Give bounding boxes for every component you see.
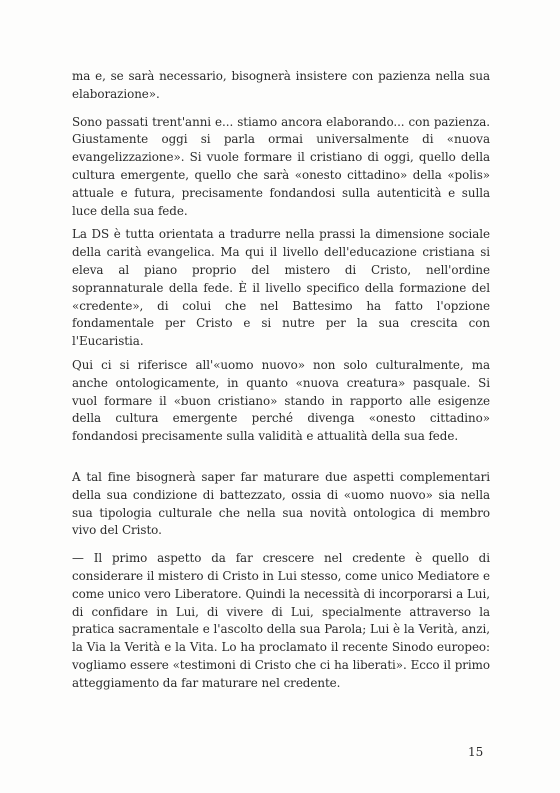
paragraph-new-evangelization: Sono passati trent'anni e... stiamo ancora elaborando... con pazienza. Giustamente oggi si parla ormai universalmente di «nuova evangelizzazione». Si vuole formare il cristiano di oggi, quello della cultura emergente, quello che sarà «onesto cittadino» della «polis» attuale e futura, precisamente fondandosi sulla autenticità e sulla luce della sua fede. [72, 114, 490, 218]
paragraph-first-aspect: — Il primo aspetto da far crescere nel credente è quello di considerare il mistero di Cristo in Lui stesso, come unico Mediatore e come unico vero Liberatore. Quindi la necessità di incorporarsi a Lui, di confidare in Lui, di vivere di Lui, specialmente attraverso la pratica sacramentale e l'ascolto della sua Parola; Lui è la Verità, anzi, la Via la Verità e la Vita. Lo ha proclamato il recente Sinodo europeo: vogliamo essere «testimoni di Cristo che ci ha liberati». Ecco il primo atteggiamento da far maturare nel credente. [72, 551, 490, 690]
paragraph-new-man: Qui ci si riferisce all'«uomo nuovo» non solo culturalmente, ma anche ontologicamente, in quanto «nuova creatura» pasquale. Si vuol formare il «buon cristiano» stando in rapporto alle esigenze della cultura emergente perché divenga «onesto cittadino» fondandosi precisamente sulla validità e attualità della sua fede. [72, 357, 490, 444]
paragraph-two-aspects: A tal fine bisognerà saper far maturare due aspetti complementari della sua condizione di battezzato, ossia di «uomo nuovo» sia nella sua tipologia culturale che nella sua novità ontologica di membro vivo del Cristo. [72, 469, 490, 538]
page-number: 15 [468, 745, 484, 759]
paragraph-ds-orientation: La DS è tutta orientata a tradurre nella prassi la dimensione sociale della carità evangelica. Ma qui il livello dell'educazione cristiana si eleva al piano proprio del mistero di Cristo, nell'ordine soprannaturale della fede. È il livello specifico della formazione del «credente», di colui che nel Battesimo ha fatto l'opzione fondamentale per Cristo e si nutre per la sua crescita con l'Eucaristia. [72, 227, 490, 349]
body-text [72, 68, 490, 693]
paragraph-continuation: ma e, se sarà necessario, bisognerà insistere con pazienza nella sua elaborazione». [72, 69, 490, 101]
